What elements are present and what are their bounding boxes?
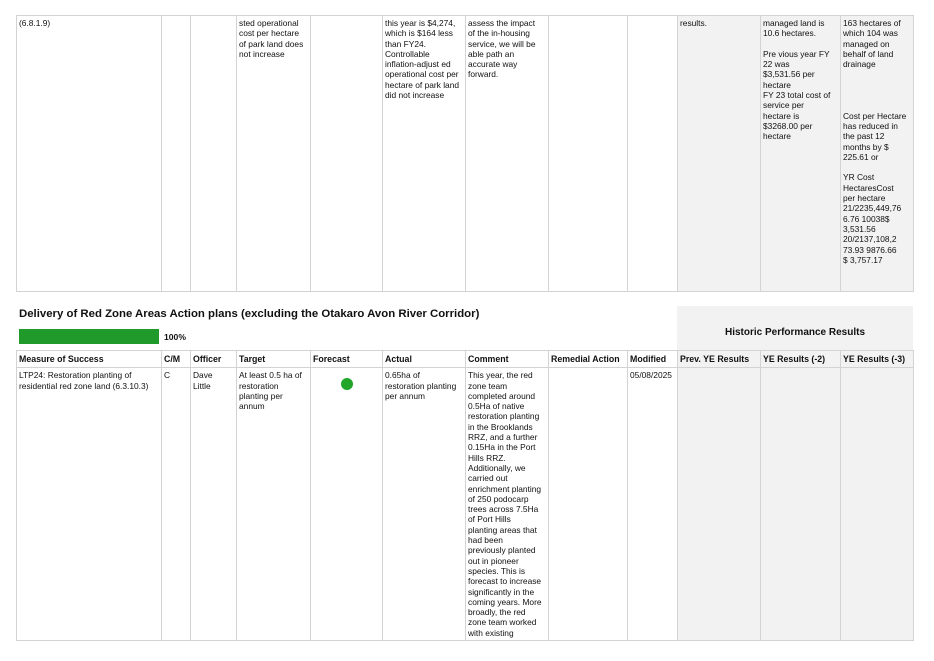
measures-table	[16, 350, 914, 641]
modified-cell: 05/08/2025	[628, 368, 678, 641]
table-row	[17, 16, 914, 292]
progress-label: 100%	[164, 332, 186, 342]
progress-bar	[19, 329, 159, 344]
col-target-header: Target	[237, 351, 311, 368]
historic-title: Historic Performance Results	[724, 327, 866, 338]
measure-cell: LTP24: Restoration planting of residential red zone land (6.3.10.3)	[17, 368, 162, 641]
header-row	[17, 351, 914, 368]
col-remedial-header: Remedial Action	[549, 351, 628, 368]
ye-3-cell	[841, 368, 914, 641]
col-prev-ye-header: Prev. YE Results	[678, 351, 761, 368]
ye-2-cell	[761, 368, 841, 641]
section-title: Delivery of Red Zone Areas Action plans (excluding the Otakaro Avon River Corridor)	[19, 308, 480, 320]
measure-cell: (6.8.1.9)	[17, 16, 162, 292]
forecast-cell	[311, 368, 383, 641]
col-measure-header: Measure of Success	[17, 351, 162, 368]
col-modified-header: Modified	[628, 351, 678, 368]
cm-cell	[162, 16, 191, 292]
forecast-cell	[311, 16, 383, 292]
ye-3-cell: 163 hectares of which 104 was managed on behalf of land drainage Cost per Hectare has reduced in the past 12 months by $ 225.61 or YR Cost HectaresCost per hectare 21/2235,449,76 6.76 10038$ 3,531.56 20/2137,108,2 73.93 9876.66 $ 3,757.17	[841, 16, 914, 292]
ye-2-cell: managed land is 10.6 hectares. Pre vious year FY 22 was $3,531.56 per hectare FY 23 total cost of service per hectare is $3268.00 per hectare	[761, 16, 841, 292]
progress-fill	[19, 329, 159, 344]
prev-ye-cell: results.	[678, 16, 761, 292]
table-row	[17, 368, 914, 641]
col-actual-header: Actual	[383, 351, 466, 368]
col-comment-header: Comment	[466, 351, 549, 368]
col-ye-2-header: YE Results (-2)	[761, 351, 841, 368]
remedial-cell	[549, 16, 628, 292]
officer-cell	[191, 16, 237, 292]
officer-cell: Dave Little	[191, 368, 237, 641]
status-green-circle-icon	[341, 378, 353, 390]
target-cell: sted operational cost per hectare of park land does not increase	[237, 16, 311, 292]
modified-cell	[628, 16, 678, 292]
col-forecast-header: Forecast	[311, 351, 383, 368]
col-ye-3-header: YE Results (-3)	[841, 351, 914, 368]
remedial-cell	[549, 368, 628, 641]
continued-table	[16, 15, 914, 292]
actual-cell: 0.65ha of restoration planting per annum	[383, 368, 466, 641]
prev-ye-cell	[678, 368, 761, 641]
target-cell: At least 0.5 ha of restoration planting per annum	[237, 368, 311, 641]
cm-cell: C	[162, 368, 191, 641]
comment-cell: assess the impact of the in-housing service, we will be able path an accurate way forward.	[466, 16, 549, 292]
historic-panel	[677, 306, 913, 351]
comment-cell: This year, the red zone team completed around 0.5Ha of native restoration planting in the Brooklands RRZ, and a further 0.15Ha in the Port Hills RRZ. Additionally, we carried out enrichment planting of 250 podocarp trees across 7.5Ha of Port Hills planting areas that had been previously planted out in pioneer species. This is forecast to increase significantly in the coming years. More broadly, the red zone team worked with existing	[466, 368, 549, 641]
col-cm-header: C/M	[162, 351, 191, 368]
actual-cell: this year is $4,274, which is $164 less than FY24. Controllable inflation-adjust ed operational cost per hectare of park land did not increase	[383, 16, 466, 292]
col-officer-header: Officer	[191, 351, 237, 368]
